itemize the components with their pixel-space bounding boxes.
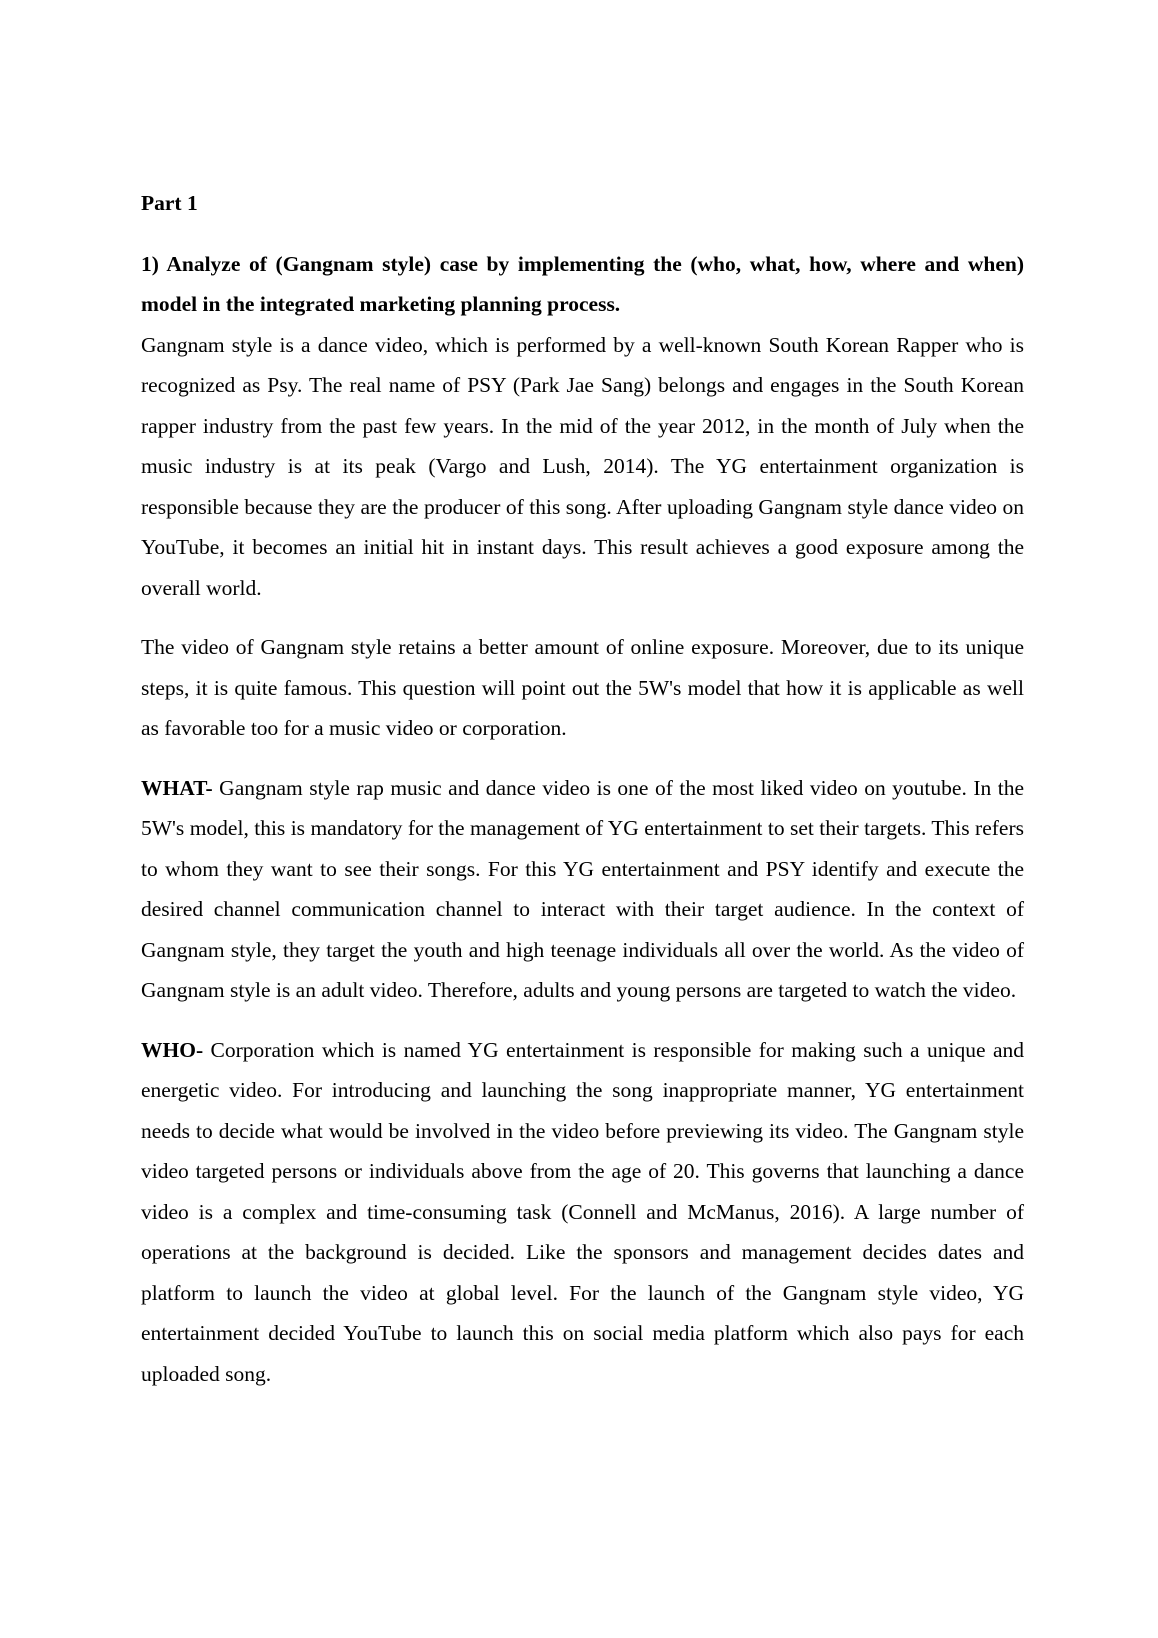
paragraph-text: The video of Gangnam style retains a better amount of online exposure. Moreover, due to its unique steps, it is quite famous. This question will point out the 5W's model that how it is applicable as well as favorable too for a music video or corporation. xyxy=(141,635,1024,740)
paragraph-text: Gangnam style rap music and dance video is one of the most liked video on youtube. In the 5W's model, this is mandatory for the management of YG entertainment to set their targets. This refers to whom they want to see their songs. For this YG entertainment and PSY identify and execute the desired channel communication channel to interact with their target audience. In the context of Gangnam style, they target the youth and high teenage individuals all over the world. As the video of Gangnam style is an adult video. Therefore, adults and young persons are targeted to watch the video. xyxy=(141,775,1024,1002)
paragraph-lead-what: WHAT- xyxy=(141,775,213,800)
document-page xyxy=(141,183,1024,1413)
part-heading: Part 1 xyxy=(141,191,198,215)
paragraph-what xyxy=(141,768,1024,1011)
paragraph-text: Corporation which is named YG entertainment is responsible for making such a unique and energetic video. For introducing and launching the song inappropriate manner, YG entertainment needs to decide what would be involved in the video before previewing its video. The Gangnam style video targeted persons or individuals above from the age of 20. This governs that launching a dance video is a complex and time-consuming task (Connell and McManus, 2016). A large number of operations at the background is decided. Like the sponsors and management decides dates and platform to launch the video at global level. For the launch of the Gangnam style video, YG entertainment decided YouTube to launch this on social media platform which also pays for each uploaded song. xyxy=(141,1037,1024,1386)
paragraph-exposure xyxy=(141,627,1024,749)
paragraph-text: Gangnam style is a dance video, which is performed by a well-known South Korean Rapper who is recognized as Psy. The real name of PSY (Park Jae Sang) belongs and engages in the South Korean rapper industry from the past few years. In the mid of the year 2012, in the month of July when the music industry is at its peak (Vargo and Lush, 2014). The YG entertainment organization is responsible because they are the producer of this song. After uploading Gangnam style dance video on YouTube, it becomes an initial hit in instant days. This result achieves a good exposure among the overall world. xyxy=(141,332,1024,600)
paragraph-who xyxy=(141,1030,1024,1395)
paragraph-lead-who: WHO- xyxy=(141,1037,204,1062)
paragraph-intro xyxy=(141,325,1024,609)
question-heading: 1) Analyze of (Gangnam style) case by implementing the (who, what, how, where and when) model in the integrated marketing planning process. xyxy=(141,251,1024,316)
